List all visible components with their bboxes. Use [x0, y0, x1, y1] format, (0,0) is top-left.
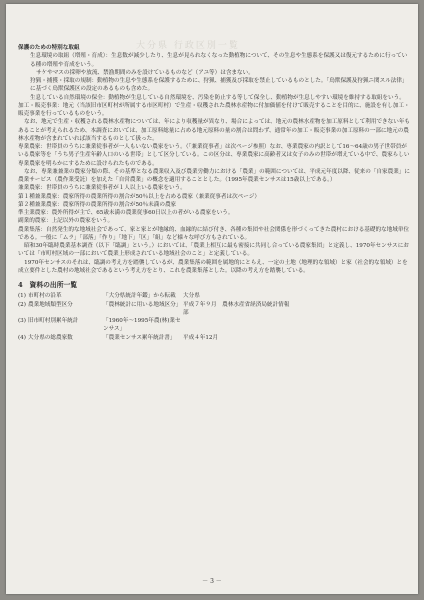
source-row — [18, 317, 410, 334]
source-cell: 農業地域類型区分 — [28, 301, 73, 308]
document-page — [6, 4, 418, 594]
source-row — [18, 292, 410, 300]
definition-paragraph: 1970年センサスのそれは、臨調の考え方を踏襲しているが、農業集落の範囲を属地的にとらえ、一定の土地（地理的な領域）と家（社会的な領域）とを成立要件とした農村の地域社会であるという考え方をとり、これを農業集落とした。以降の考え方を踏襲している。 — [18, 259, 408, 274]
definition-paragraph: なお、専業兼兼業の農家分類の際、その基準となる農業収入及び農業労働力における「農業」の範囲については、平成元年度以降、従来の「自家農業」に農業サービス（農作業受託）を加えた「自営農業」の概念を適用することとした。（1995年農業センサスは15歳以上である。） — [18, 168, 411, 183]
definition-paragraph: 専業農家：世帯員のうちに兼業従事者が一人もいない農家をいう。（「兼業従事者」は次ページ参照）なお、専業農家の内訳として16～64歳の男子世帯員がいる農家等を「うち男子生産年齢人口のいる世帯」として区分している。この区分は、専業農家に高齢者又は女子のみの世帯が増えている中で、農家らしい専業農家を明らかにするために設けられたものである。 — [18, 144, 410, 167]
definition-paragraph: 農業集落：自然発生的な地域社会であって、家と家とが地縁的、血縁的に結び付き、各種の集団や社会関係を形づくってきた農村における基礎的な地域単位である。一般に「ムラ」「部落」「作り」「地下」「区」「組」など様々な呼び方もされている。 — [18, 226, 410, 241]
definition-paragraph: 第１種兼業農家：農家所得の農業所得の割合が50％以上を占める農家（兼業従事者は次ページ） — [18, 193, 260, 200]
source-cell: (2) — [18, 301, 26, 308]
definition-paragraph: 狩猟・捕獲・採取の規制：動植物の生息や生態系を保護するために、狩猟、捕獲及び採取を禁止しているものとした。「鳥獣保護及狩猟ニ関スル法律」に基づく鳥獣保護区の設定のあるものも含めた。 — [30, 78, 408, 93]
section-4-heading: 4 資料の出所一覧 — [18, 281, 78, 289]
source-cell: 平成４年12月 — [183, 334, 219, 341]
definition-list — [18, 52, 410, 275]
definition-paragraph: 兼業農家：世帯員のうちに兼業従事者が１人以上いる農家をいう。 — [18, 185, 186, 192]
definition-paragraph: 生息環境の取組（増殖・育成）：生息数が減少したり、生息が見られなくなった動植物について、その生息や生態系を保護又は復元するために行っている種の増殖や育成をいう。 — [30, 53, 408, 68]
bleed-through-text: 大分県 行政区別一覧 — [136, 41, 240, 51]
source-row — [18, 301, 410, 318]
definition-paragraph: 準主業農家：農外所得が主で、65歳未満の農業従事60日以上の者がいる農家をいう。 — [18, 210, 234, 216]
source-cell: (1) — [18, 293, 26, 300]
section-heading: 保護のための特別な取組 — [18, 45, 80, 51]
source-cell — [183, 317, 293, 334]
source-cell: 「農林統計に用いる地域区分」 — [103, 301, 182, 308]
source-cell: (4) — [18, 334, 26, 341]
definition-paragraph: 副業的農家：上記以外の農家をいう。 — [18, 218, 114, 225]
source-cell: 大分県の総農家数 — [28, 334, 73, 341]
definition-paragraph: 第２種兼業農家：農家所得の農業所得の割合が50％未満の農家 — [18, 201, 177, 208]
sources-list — [18, 292, 410, 342]
source-cell: 旧市町村別累年統計 — [28, 318, 79, 324]
page-number: － 3 － — [202, 578, 222, 585]
source-cell: 大分県 — [183, 293, 200, 300]
source-cell: (3) — [18, 318, 26, 324]
source-cell: 市町村の沿革 — [28, 293, 62, 300]
source-row — [18, 334, 410, 342]
definition-paragraph: 昭和30年臨時農業基本調査（以下「臨調」という。）においては、「農業上相互に最も密接に共同し合っている農家集団」と定義し、1970年センサスにおいては「市町村区域の一部において農業上形成されている地域社会のこと」と定義している。 — [18, 243, 409, 258]
definition-paragraph: なお、地元で生産・収穫される農林水産物については、年により収穫量が異なり、場合によっては、地元の農林水産物を加工原料として利用できない年もあることが考えられるため、本調査においては、加工原料総量に占める地元原料の量の割合は問わず、通常年の加工・販売事業の加工原料の一部に地元の農林水産物が含まれていれば該当するものとして扱った。 — [18, 119, 411, 142]
definition-paragraph: サケやマスの採卵や放流、禁漁期間のみを設けているものなど（アユ等）は含まない。 — [36, 69, 254, 76]
source-cell: 「1960年～1995年農(林)業センサス」 — [103, 318, 181, 333]
source-cell: 「大分県統計年鑑」から転載 — [103, 293, 176, 300]
page-content — [18, 44, 410, 342]
source-cell: 平成７年９月 農林水産省経済局統計情報部 — [183, 301, 290, 316]
definition-paragraph: 生息している自然環境の保全：動植物が生息している自然環境を、汚染を防止する等して保全し、動植物が生息しやすい環境を維持する取組をいう。 — [30, 94, 405, 101]
definition-paragraph: 加工・販売事業：地元（当該旧市区町村が所属する市区町村）で生産・収穫された農林水産物に付加価値を付けて販売することを目的に、施設を有し加工・販売事業を行っているものをいう。 — [18, 102, 410, 117]
source-cell: 「農業センサス累年統計書」 — [103, 334, 176, 341]
